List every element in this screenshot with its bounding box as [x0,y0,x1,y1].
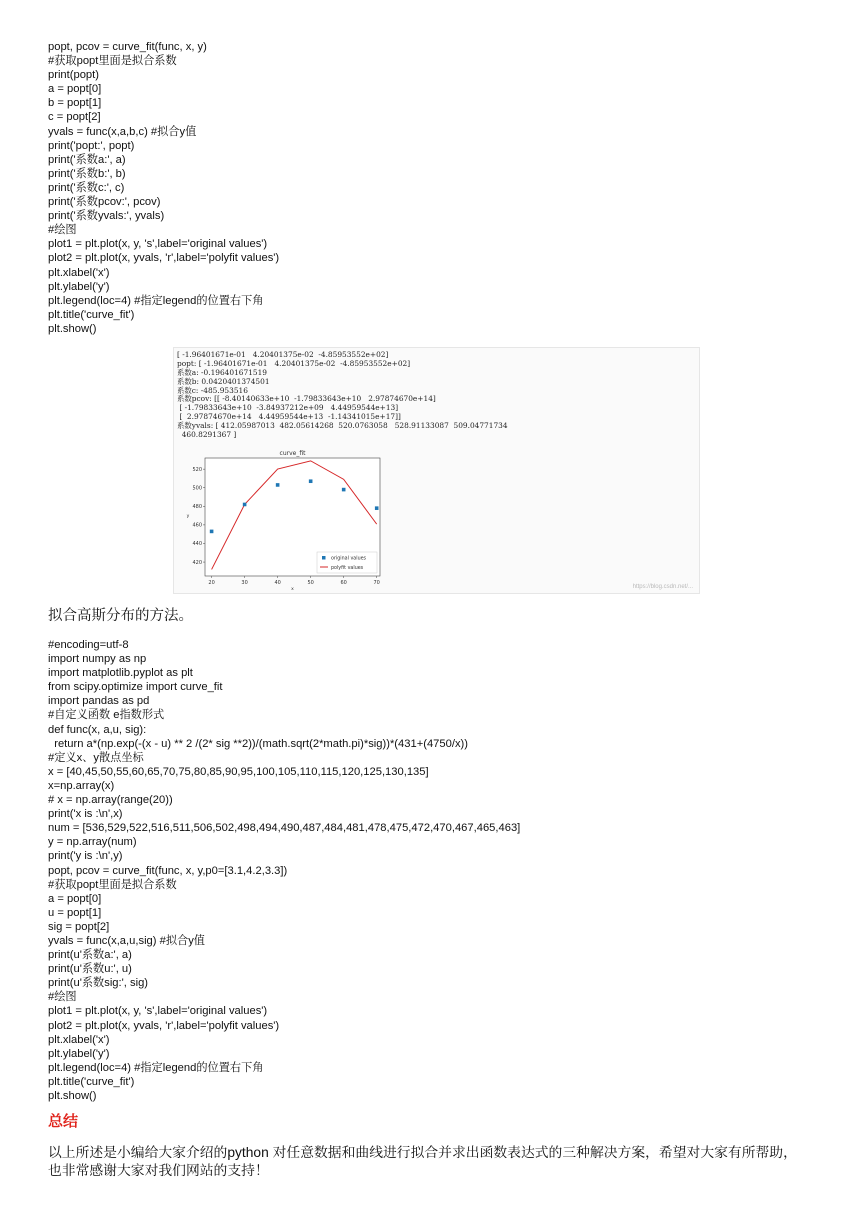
data-point-original [342,488,346,492]
data-point-original [276,483,280,487]
code-line: print('系数b:', b) [48,167,126,180]
watermark: https://blog.csdn.net/... [632,584,693,590]
code-block-gauss [48,638,520,1103]
code-line: plt.xlabel('x') [48,266,110,279]
code-line: print('系数pcov:', pcov) [48,196,161,209]
summary-heading: 总结 [48,1113,79,1130]
y-axis-label: y [186,514,190,519]
code-line: plt.legend(loc=4) #指定legend的位置右下角 [48,1061,264,1074]
x-tick-label: 20 [208,580,215,586]
x-tick-label: 50 [307,580,314,586]
legend-label-polyfit: polyfit values [331,566,364,571]
output-screenshot [173,347,700,594]
code-line: # x = np.array(range(20)) [48,794,173,807]
console-line: 460.8291367 ] [177,430,237,440]
data-point-original [309,479,313,483]
y-tick-label: 520 [192,466,202,473]
code-line: yvals = func(x,a,b,c) #拟合y值 [48,125,197,138]
code-line: popt, pcov = curve_fit(func, x, y) [48,41,207,53]
code-line: print('系数a:', a) [48,153,126,166]
data-point-original [210,530,214,534]
x-axis-label: x [291,587,294,592]
code-line: plt.xlabel('x') [48,1033,110,1046]
x-tick-label: 70 [373,580,380,586]
code-line: print(popt) [48,69,99,82]
code-line: #绘图 [48,991,77,1004]
data-point-original [375,506,379,510]
section-heading-gauss: 拟合高斯分布的方法。 [48,608,193,624]
code-line: a = popt[0] [48,892,102,905]
legend-label-original: original values [331,556,367,562]
code-line: def func(x, a,u, sig): [48,723,147,736]
code-line: a = popt[0] [48,83,102,96]
console-line: 系数c: -485.953516 [177,385,248,395]
data-point-original [243,503,247,507]
console-line: [ 2.97874670e+14 4.44959544e+13 -1.14341015e+17]] [177,412,401,422]
code-line: num = [536,529,522,516,511,506,502,498,494,490,487,484,481,478,475,472,470,467,465,463] [48,822,521,835]
code-line: c = popt[2] [48,111,101,124]
curve-fit-chart [174,448,574,593]
code-line: #绘图 [48,224,77,237]
code-line: plt.ylabel('y') [48,1047,110,1060]
legend-marker-original [322,556,326,560]
code-line: return a*(np.exp(-(x - u) ** 2 /(2* sig **2))/(math.sqrt(2*math.pi)*sig))*(431+(4750/x)) [48,737,468,750]
code-line: print('popt:', popt) [48,139,135,152]
code-line: import matplotlib.pyplot as plt [48,667,193,680]
code-line: #自定义函数 e指数形式 [48,709,165,722]
summary-line: 以上所述是小编给大家介绍的python 对任意数据和曲线进行拟合并求出函数表达式的三种解决方案，希望对大家有所帮助， [48,1145,797,1160]
code-line: plot1 = plt.plot(x, y, 's',label='original values') [48,238,268,251]
console-line: 系数a: -0.196401671519 [177,367,268,377]
summary-paragraph [48,1144,828,1180]
code-line: print(u'系数u:', u) [48,963,132,976]
console-line: 系数b: 0.0420401374501 [177,376,270,386]
code-line: import numpy as np [48,653,147,666]
code-line: #获取popt里面是拟合系数 [48,55,177,68]
x-tick-label: 60 [340,580,347,586]
code-line: print('系数yvals:', yvals) [48,210,165,223]
y-tick-label: 460 [192,522,202,529]
console-line: popt: [ -1.96401671e-01 4.20401375e-02 -4.85953552e+02] [177,358,411,368]
y-tick-label: 500 [192,485,202,492]
code-line: print(u'系数sig:', sig) [48,977,149,990]
code-line: plt.ylabel('y') [48,280,110,293]
code-line: x=np.array(x) [48,779,115,792]
code-line: plt.title('curve_fit') [48,308,135,321]
console-line: 系数pcov: [[ -8.40140633e+10 -1.79833643e+10 2.97874670e+14] [177,394,436,404]
code-line: popt, pcov = curve_fit(func, x, y,p0=[3.1,4.2,3.3]) [48,864,288,877]
code-line: x = [40,45,50,55,60,65,70,75,80,85,90,95,100,105,110,115,120,125,130,135] [48,765,429,778]
chart-title: curve_fit [279,450,306,457]
code-line: plot2 = plt.plot(x, yvals, 'r',label='polyfit values') [48,1019,280,1032]
code-line: #encoding=utf-8 [48,639,129,651]
code-line: import pandas as pd [48,695,150,708]
console-line: [ -1.79833643e+10 -3.84937212e+09 4.44959544e+13] [177,403,399,413]
y-tick-label: 440 [192,541,202,548]
code-line: #定义x、y散点坐标 [48,751,144,764]
code-line: print(u'系数a:', a) [48,949,132,962]
code-line: plt.show() [48,1090,97,1102]
code-line: u = popt[1] [48,906,102,919]
summary-line: 也非常感谢大家对我们网站的支持！ [48,1163,269,1178]
code-line: plt.title('curve_fit') [48,1075,135,1088]
code-line: print('系数c:', c) [48,181,125,194]
code-line: #获取popt里面是拟合系数 [48,878,177,891]
code-line: plt.show() [48,322,97,335]
code-line: plot1 = plt.plot(x, y, 's',label='original values') [48,1005,268,1018]
code-line: plot2 = plt.plot(x, yvals, 'r',label='polyfit values') [48,252,280,265]
y-tick-label: 480 [192,504,202,511]
code-line: print('y is :\n',y) [48,850,123,863]
code-block-curve-fit [48,40,279,336]
console-output [177,351,508,440]
code-line: plt.legend(loc=4) #指定legend的位置右下角 [48,294,264,307]
console-line: [ -1.96401671e-01 4.20401375e-02 -4.85953552e+02] [177,350,389,359]
code-line: y = np.array(num) [48,836,137,849]
code-line: from scipy.optimize import curve_fit [48,681,223,694]
code-line: yvals = func(x,a,u,sig) #拟合y值 [48,934,205,947]
y-tick-label: 420 [192,559,202,566]
code-line: sig = popt[2] [48,920,110,933]
code-line: b = popt[1] [48,97,102,110]
code-line: print('x is :\n',x) [48,808,123,821]
x-tick-label: 30 [241,580,248,586]
console-line: 系数yvals: [ 412.05987013 482.05614268 520.0763058 528.91133087 509.04771734 [177,421,508,431]
x-tick-label: 40 [274,580,281,586]
